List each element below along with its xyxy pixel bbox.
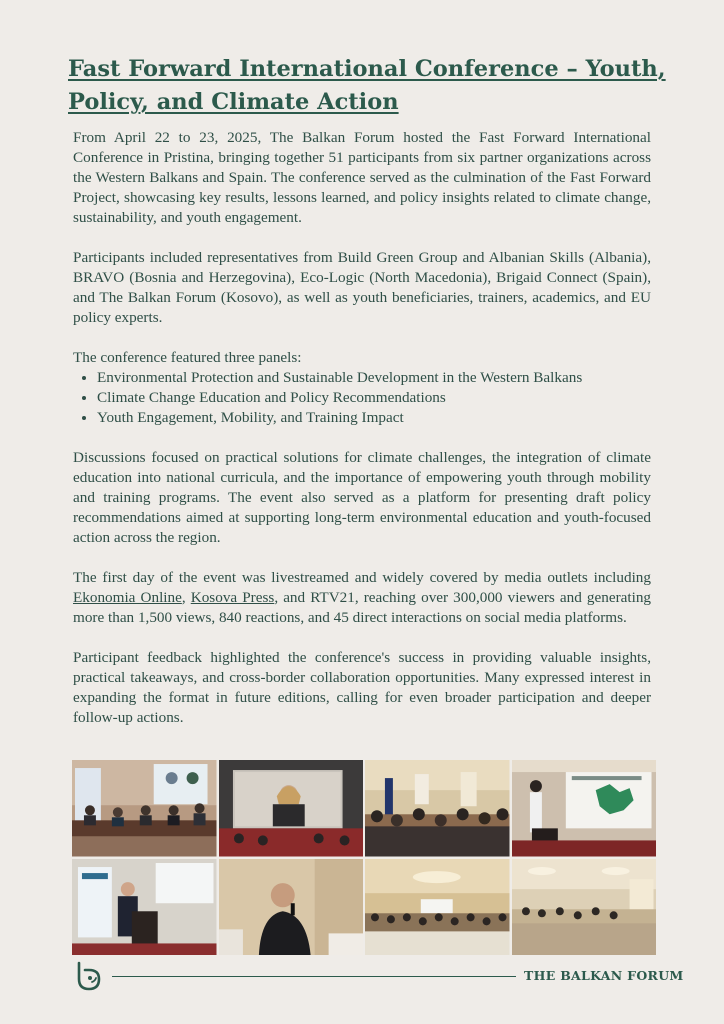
list-item: • Youth Engagement, Mobility, and Training Impact xyxy=(97,408,651,428)
ekonomia-online-link[interactable]: Ekonomia Online xyxy=(73,589,182,606)
ballroom-audience-photo xyxy=(365,859,510,956)
footer-divider xyxy=(112,976,516,977)
balkan-forum-logo-icon xyxy=(72,959,106,993)
participants-paragraph: Participants included representatives from Build Green Group and Albanian Skills (Albania), BRAVO (Bosnia and Herzegovina), Eco-Logic (North Macedonia), Brigaid Connect (Spain), and The Balkan Forum (Kosovo), as well as youth beneficiaries, trainers, academics, and EU policy experts. xyxy=(73,249,651,326)
kosova-press-link[interactable]: Kosova Press xyxy=(190,589,275,606)
media-separator: , xyxy=(181,589,191,606)
wide-room-photo xyxy=(512,859,657,956)
list-item: • Environmental Protection and Sustainable Development in the Western Balkans xyxy=(97,368,651,388)
speaker-screen-photo xyxy=(219,760,364,857)
panel-discussion-photo xyxy=(72,760,217,857)
discussions-paragraph: Discussions focused on practical solutions for climate challenges, the integration of climate education into national curricula, and the importance of empowering youth through mobility and training programs. The event also served as a platform for presenting draft policy recommendations aimed at supporting long-term environmental education and youth-focused action across the region. xyxy=(73,449,651,546)
page-title: Fast Forward International Conference – Youth, Policy, and Climate Action xyxy=(68,56,666,116)
speaker-closeup-photo xyxy=(219,859,364,956)
intro-paragraph: From April 22 to 23, 2025, The Balkan Forum hosted the Fast Forward International Conference in Pristina, bringing together 51 participants from six partner organizations across the Western Balkans and Spain. The conference served as the culmination of the Fast Forward Project, showcasing key results, lessons learned, and policy insights related to climate change, sustainability, and youth engagement. xyxy=(73,129,651,226)
media-text-end: , and RTV21, reaching over 300,000 viewers and generating more than 1,500 views, 840 reactions, and 45 direct interactions on social media platforms. xyxy=(73,589,652,626)
media-text-start: The first day of the event was livestreamed and widely covered by media outlets including xyxy=(73,569,651,586)
podium-speaker-photo xyxy=(72,859,217,956)
audience-photo xyxy=(365,760,510,857)
panels-intro: The conference featured three panels: xyxy=(73,349,302,366)
list-item: • Climate Change Education and Policy Recommendations xyxy=(97,388,651,408)
photo-collage xyxy=(72,760,656,955)
map-presentation-photo xyxy=(512,760,657,857)
feedback-paragraph: Participant feedback highlighted the conference's success in providing valuable insights, practical takeaways, and cross-border collaboration opportunities. Many expressed interest in expanding the format in future editions, calling for even broader participation and deeper follow-up actions. xyxy=(73,649,651,726)
panels-list xyxy=(73,368,651,428)
article-body xyxy=(73,128,651,748)
footer-brand: THE BALKAN FORUM xyxy=(524,968,684,983)
media-paragraph xyxy=(73,568,651,628)
